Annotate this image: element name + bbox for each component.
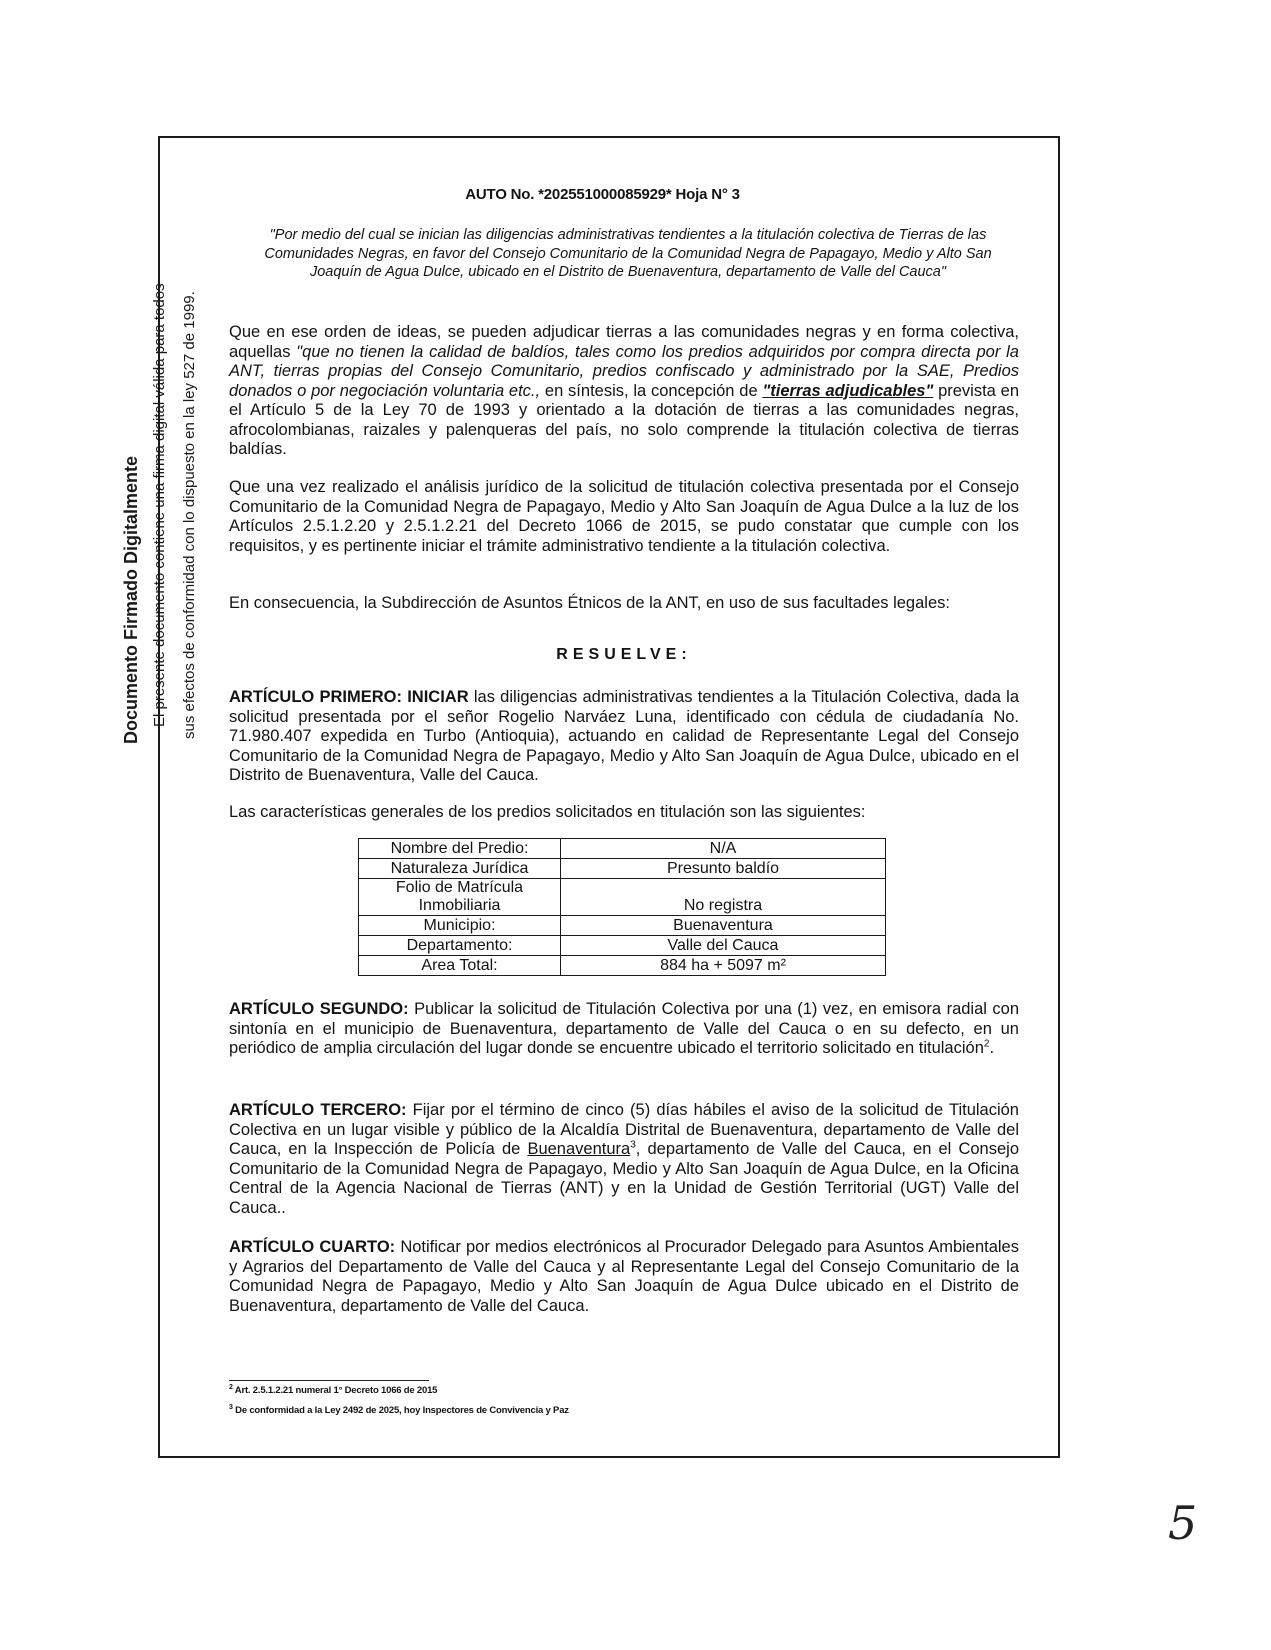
footnote-divider: [229, 1380, 429, 1381]
article-text-end: .: [989, 1039, 995, 1057]
table-row: [359, 936, 886, 956]
footnote-ref: 2: [983, 1038, 990, 1050]
footnote: [229, 1385, 437, 1396]
predio-characteristics-table: [358, 838, 886, 976]
table-value: 884 ha + 5097 m²: [561, 956, 886, 976]
paragraph-adjudicable-lands: [229, 323, 1019, 460]
footnote: [229, 1405, 569, 1416]
p1-highlight: "tierras adjudicables": [762, 381, 934, 400]
p1-text-a: Que en ese orden de ideas, se pueden adjudicar tierras a las comunidades negras y en forma colectiva, aquellas: [229, 323, 1019, 361]
article-label: ARTÍCULO TERCERO:: [229, 1101, 407, 1119]
digital-signature-stamp-line2: sus efectos de conformidad con lo dispuesto en la ley 527 de 1999.: [181, 291, 198, 739]
article-label: ARTÍCULO SEGUNDO:: [229, 1000, 409, 1018]
table-row: [359, 916, 886, 936]
footnote-number: 2: [229, 1383, 233, 1391]
footnote-ref: 3: [630, 1139, 636, 1151]
table-value: No registra: [561, 879, 886, 916]
table-row: [359, 879, 886, 916]
table-label: Departamento:: [359, 936, 561, 956]
p1-quote: "que no tienen la calidad de baldíos, tales como los predios adquiridos por compra directa por la ANT, tierras propias del Consejo Comunitario, predios confiscado y administrado por la SAE, Predios donados o por negociación voluntaria etc.,: [229, 342, 1019, 400]
p1-text-c: en síntesis, la concepción de: [540, 381, 763, 400]
p1-text-e: prevista en el Artículo 5 de la Ley 70 de 1993 y orientado a la dotación de tierras a las comunidades negras, afrocolombianas, raizales y palenqueras del país, no solo comprende la titulación colectiva de tierras baldías.: [229, 381, 1019, 458]
table-label: Folio de Matrícula Inmobiliaria: [359, 879, 561, 916]
resuelve-heading: RESUELVE:: [556, 646, 692, 663]
article-text: Notificar por medios electrónicos al Procurador Delegado para Asuntos Ambientales y Agrarios del Departamento de Valle del Cauca y al Representante Legal del Consejo Comunitario de la Comunidad Negra de Papagayo, Medio y Alto San Joaquín de Agua Dulce ubicado en el Distrito de Buenaventura, departamento de Valle del Cauca.: [229, 1238, 1019, 1315]
table-row: [359, 859, 886, 879]
table-value: Buenaventura: [561, 916, 886, 936]
article-underlined-text: Buenaventura: [527, 1140, 631, 1158]
document-title: AUTO No. *202551000085929* Hoja N° 3: [465, 186, 740, 203]
table-value: Valle del Cauca: [561, 936, 886, 956]
table-value: N/A: [561, 839, 886, 859]
digital-signature-stamp-title: Documento Firmado Digitalmente: [121, 455, 141, 745]
article-label: ARTÍCULO CUARTO:: [229, 1238, 396, 1256]
table-intro: Las características generales de los predios solicitados en titulación son las siguientes:: [229, 803, 866, 821]
table-row: [359, 839, 886, 859]
table-value: Presunto baldío: [561, 859, 886, 879]
footnote-text: De conformidad a la Ley 2492 de 2025, hoy Inspectores de Convivencia y Paz: [235, 1405, 569, 1416]
document-subtitle: "Por medio del cual se inician las diligencias administrativas tendientes a la titulación colectiva de Tierras de las Comunidades Negras, en favor del Consejo Comunitario de la Comunidad Negra de Papagayo, Medio y Alto San Joaquín de Agua Dulce, ubicado en el Distrito de Buenaventura, departamento de Valle del Cauca": [264, 227, 992, 280]
article-tercero: [229, 1101, 1019, 1218]
article-primero: [229, 688, 1019, 786]
article-cuarto: [229, 1238, 1019, 1316]
article-text: Publicar la solicitud de Titulación Colectiva por una (1) vez, en emisora radial con sintonía en el municipio de Buenaventura, departamento de Valle del Cauca o en su defecto, en un periódico de amplia circulación del lugar donde se encuentre ubicado el territorio solicitado en titulación: [229, 1000, 1020, 1057]
article-text: Fijar por el término de cinco (5) días hábiles el aviso de la solicitud de Titulación Colectiva en un lugar visible y público de la Alcaldía Distrital de Buenaventura, departamento de Valle del Cauca, en la Inspección de Policía de: [229, 1101, 1019, 1158]
table-label: Nombre del Predio:: [359, 839, 561, 859]
article-segundo: [229, 1000, 1019, 1059]
paragraph-consequence: En consecuencia, la Subdirección de Asuntos Étnicos de la ANT, en uso de sus facultades legales:: [229, 594, 950, 612]
footnote-text: Art. 2.5.1.2.21 numeral 1° Decreto 1066 de 2015: [234, 1385, 438, 1396]
article-text: las diligencias administrativas tendientes a la Titulación Colectiva, dada la solicitud presentada por el señor Rogelio Narváez Luna, identificado con cédula de ciudadanía No. 71.980.407 expedida en Turbo (Antioquia), actuando en calidad de Representante Legal del Consejo Comunitario de la Comunidad Negra de Papagayo, Medio y Alto San Joaquín de Agua Dulce, ubicado en el Distrito de Buenaventura, Valle del Cauca.: [229, 688, 1019, 784]
table-label: Naturaleza Jurídica: [359, 859, 561, 879]
paragraph-legal-analysis: Que una vez realizado el análisis jurídico de la solicitud de titulación colectiva presentada por el Consejo Comunitario de la Comunidad Negra de Papagayo, Medio y Alto San Joaquín de Agua Dulce a la luz de los Artículos 2.5.1.2.20 y 2.5.1.2.21 del Decreto 1066 de 2015, se pudo constatar que cumple con los requisitos, y es pertinente iniciar el trámite administrativo tendiente a la titulación colectiva.: [229, 478, 1019, 555]
table-label: Municipio:: [359, 916, 561, 936]
article-label: ARTÍCULO PRIMERO: INICIAR: [229, 688, 469, 706]
handwritten-page-number: 5: [1168, 1496, 1198, 1550]
table-label: Area Total:: [359, 956, 561, 976]
digital-signature-stamp-line1: El presente documento contiene una firma digital válida para todos: [151, 283, 168, 727]
table-row: [359, 956, 886, 976]
footnote-number: 3: [229, 1403, 233, 1411]
article-text-end: , departamento de Valle del Cauca, en el Consejo Comunitario de la Comunidad Negra de Papagayo, Medio y Alto San Joaquín de Agua Dulce, en la Oficina Central de la Agencia Nacional de Tierras (ANT) y en la Unidad de Gestión Territorial (UGT) Valle del Cauca..: [229, 1140, 1019, 1217]
